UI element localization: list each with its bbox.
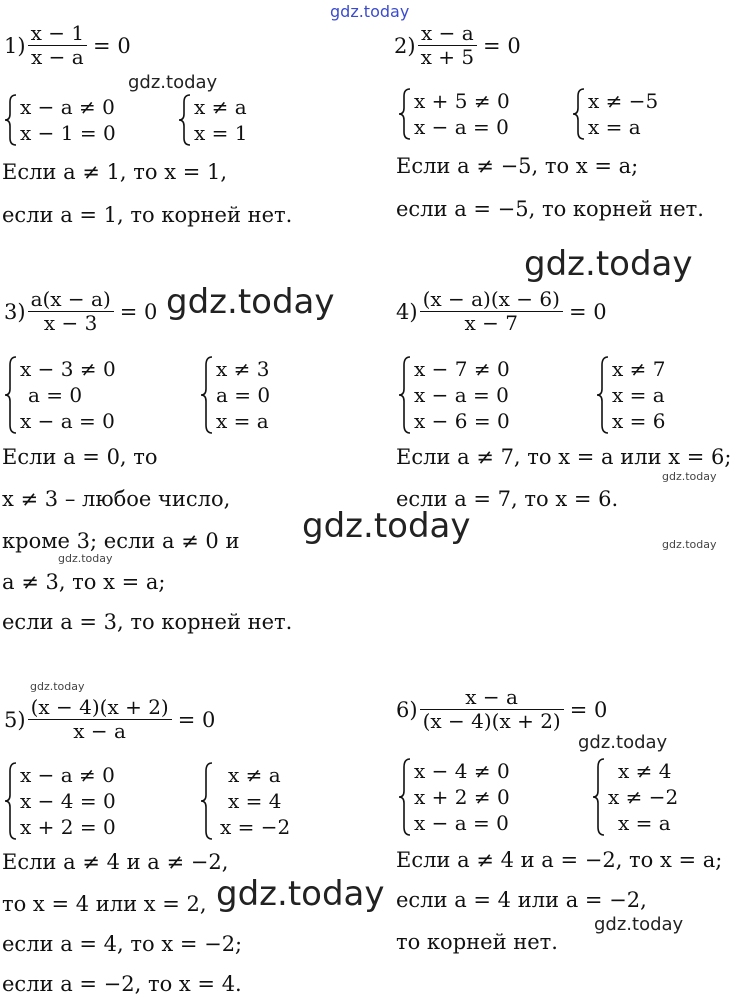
system-4b	[596, 356, 665, 434]
brace-icon	[4, 762, 18, 840]
watermark: gdz.today	[216, 874, 385, 914]
system-1b	[178, 94, 247, 146]
system-row: x = 6	[612, 409, 666, 433]
conclusion-line: a ≠ 3, то x = a;	[2, 570, 166, 594]
system-row: x = a	[612, 383, 665, 407]
system-4a	[398, 356, 510, 434]
problem-label: 3)	[4, 299, 26, 324]
numerator: x − 1	[30, 21, 85, 45]
system-row: x − a = 0	[414, 811, 509, 835]
system-row: x ≠ −5	[588, 89, 659, 113]
system-row: x + 2 ≠ 0	[414, 785, 510, 809]
system-3a	[4, 356, 116, 434]
system-row: x − 1 = 0	[20, 121, 116, 145]
numerator: (x − 4)(x + 2)	[30, 695, 169, 719]
watermark: gdz.today	[58, 552, 113, 565]
system-row: x − 4 ≠ 0	[414, 759, 510, 783]
system-6b	[592, 758, 678, 836]
brace-icon	[398, 758, 412, 836]
equation-2	[394, 22, 521, 69]
equals-zero: = 0	[569, 697, 608, 722]
brace-icon	[200, 356, 214, 434]
conclusion-line: Если a ≠ 7, то x = a или x = 6;	[396, 445, 732, 469]
system-row: x = −2	[220, 815, 291, 839]
numerator: x − a	[420, 21, 474, 45]
watermark: gdz.today	[662, 538, 717, 551]
denominator: (x − 4)(x + 2)	[420, 709, 564, 733]
system-row: x = a	[618, 811, 671, 835]
fraction	[28, 696, 172, 743]
brace-icon	[4, 94, 18, 146]
system-row: x = a	[588, 115, 641, 139]
system-row: x ≠ 4	[618, 759, 672, 783]
system-row: x − 6 = 0	[414, 409, 510, 433]
equation-6	[396, 686, 607, 733]
problem-label: 6)	[396, 697, 418, 722]
brace-icon	[398, 356, 412, 434]
system-row: x ≠ −2	[608, 785, 679, 809]
system-row: x − 4 = 0	[20, 789, 116, 813]
system-row: x ≠ a	[194, 95, 247, 119]
system-row: x = 4	[228, 789, 282, 813]
conclusion-line: Если a ≠ −5, то x = a;	[396, 154, 639, 178]
watermark: gdz.today	[166, 282, 335, 322]
conclusion-line: если a = 1, то корней нет.	[2, 203, 293, 227]
problem-label: 1)	[4, 33, 26, 58]
denominator: x − 3	[28, 311, 114, 335]
equals-zero: = 0	[568, 299, 607, 324]
numerator: (x − a)(x − 6)	[422, 287, 560, 311]
conclusion-line: если a = 4, то x = −2;	[2, 932, 243, 956]
conclusion-line: x ≠ 3 – любое число,	[2, 487, 231, 511]
system-row: x − a = 0	[414, 115, 509, 139]
watermark: gdz.today	[302, 506, 471, 546]
equals-zero: = 0	[177, 707, 216, 732]
system-row: x + 2 = 0	[20, 815, 116, 839]
problem-label: 4)	[396, 299, 418, 324]
brace-icon	[592, 758, 606, 836]
watermark: gdz.today	[594, 914, 684, 935]
brace-icon	[596, 356, 610, 434]
conclusion-line: если a = 4 или a = −2,	[396, 888, 647, 912]
watermark: gdz.today	[662, 470, 717, 483]
system-row: x ≠ 7	[612, 357, 666, 381]
denominator: x + 5	[418, 45, 477, 69]
problem-label: 2)	[394, 33, 416, 58]
fraction	[420, 288, 563, 335]
watermark: gdz.today	[524, 244, 693, 284]
conclusion-line: кроме 3; если a ≠ 0 и	[2, 529, 240, 553]
numerator: a(x − a)	[30, 287, 111, 311]
watermark-top: gdz.today	[330, 2, 410, 21]
system-1a	[4, 94, 116, 146]
brace-icon	[4, 356, 18, 434]
watermark: gdz.today	[30, 680, 85, 693]
conclusion-line: Если a = 0, то	[2, 445, 158, 469]
equation-4	[396, 288, 607, 335]
denominator: x − a	[28, 719, 172, 743]
watermark: gdz.today	[578, 732, 668, 753]
equation-3	[4, 288, 157, 335]
conclusion-line: Если a ≠ 1, то x = 1,	[2, 160, 228, 184]
system-5a	[4, 762, 116, 840]
conclusion-line: Если a ≠ 4 и a ≠ −2,	[2, 850, 229, 874]
conclusion-line: то корней нет.	[396, 930, 558, 954]
system-2b	[572, 88, 658, 140]
denominator: x − 7	[420, 311, 563, 335]
brace-icon	[200, 762, 214, 840]
fraction	[28, 288, 114, 335]
watermark: gdz.today	[128, 72, 218, 93]
problem-label: 5)	[4, 707, 26, 732]
numerator: x − a	[465, 685, 518, 709]
system-row: x − 3 ≠ 0	[20, 357, 116, 381]
system-row: x ≠ 3	[216, 357, 270, 381]
conclusion-line: если a = −2, то x = 4.	[2, 972, 242, 996]
conclusion-line: если a = −5, то корней нет.	[396, 197, 704, 221]
system-row: x − a = 0	[414, 383, 509, 407]
system-2a	[398, 88, 510, 140]
fraction	[420, 686, 564, 733]
system-6a	[398, 758, 510, 836]
brace-icon	[178, 94, 192, 146]
equation-5	[4, 696, 215, 743]
system-row: x + 5 ≠ 0	[414, 89, 510, 113]
conclusion-line: если a = 7, то x = 6.	[396, 487, 619, 511]
equals-zero: = 0	[483, 33, 521, 58]
brace-icon	[572, 88, 586, 140]
system-row: x − a ≠ 0	[20, 95, 115, 119]
fraction	[28, 22, 87, 69]
system-5b	[200, 762, 290, 840]
system-row: a = 0	[28, 383, 83, 407]
system-row: x = 1	[194, 121, 248, 145]
system-row: x − a ≠ 0	[20, 763, 115, 787]
denominator: x − a	[28, 45, 87, 69]
system-row: a = 0	[216, 383, 271, 407]
system-row: x ≠ a	[228, 763, 281, 787]
conclusion-line: то x = 4 или x = 2,	[2, 892, 207, 916]
system-row: x = a	[216, 409, 269, 433]
fraction	[418, 22, 477, 69]
equation-1	[4, 22, 131, 69]
equals-zero: = 0	[119, 299, 158, 324]
conclusion-line: Если a ≠ 4 и a = −2, то x = a;	[396, 848, 723, 872]
conclusion-line: если a = 3, то корней нет.	[2, 610, 293, 634]
system-3b	[200, 356, 270, 434]
system-row: x − a = 0	[20, 409, 115, 433]
brace-icon	[398, 88, 412, 140]
equals-zero: = 0	[93, 33, 131, 58]
system-row: x − 7 ≠ 0	[414, 357, 510, 381]
